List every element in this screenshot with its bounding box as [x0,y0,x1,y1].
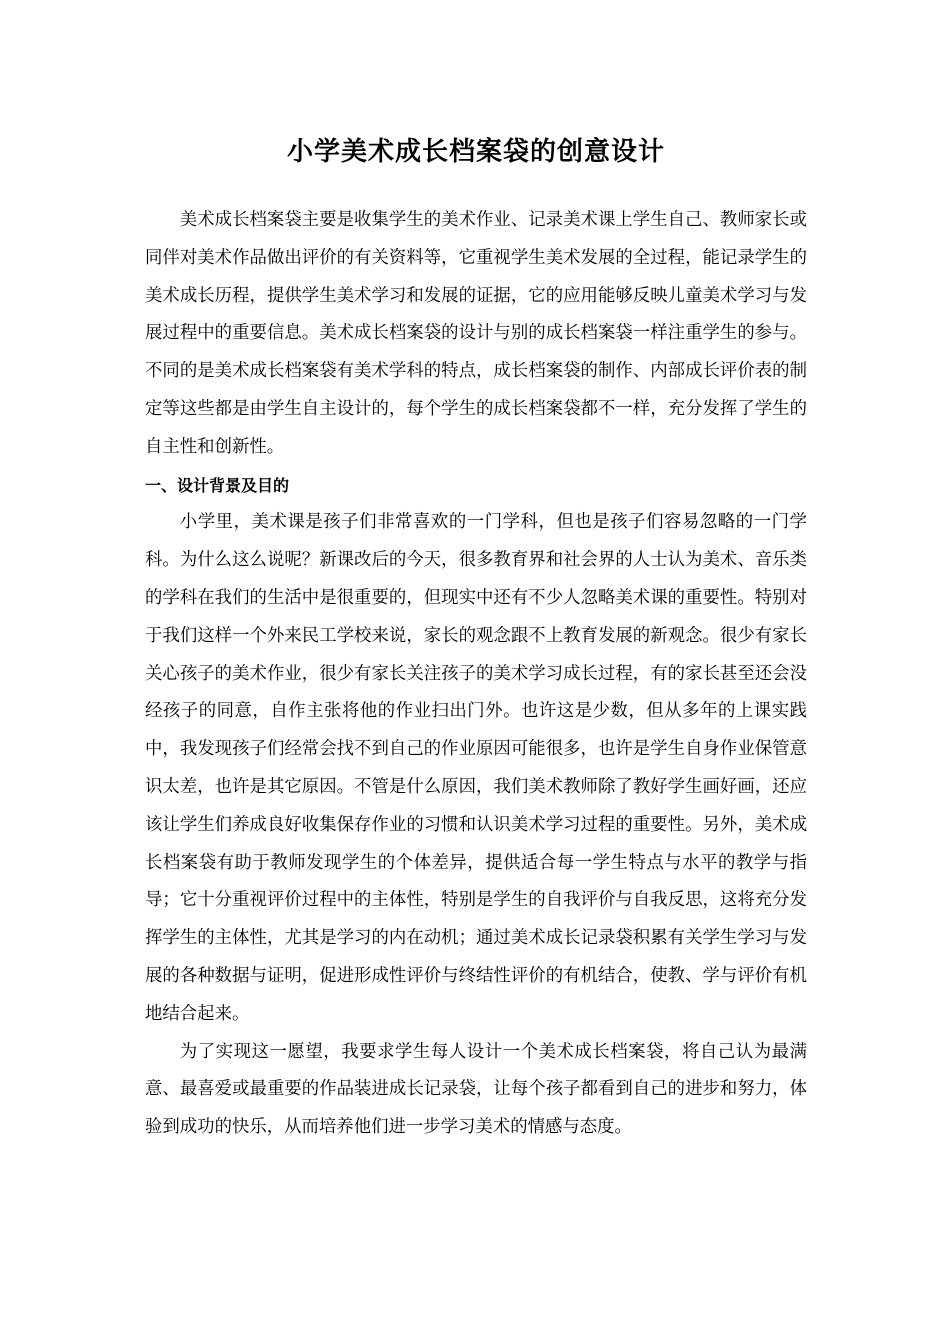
document-body [145,132,807,1147]
section-heading: 一、设计背景及目的 [145,475,290,495]
intro-paragraph: 美术成长档案袋主要是收集学生的美术作业、记录美术课上学生自己、教师家长或同伴对美术作品做出评价的有关资料等，它重视学生美术发展的全过程，能记录学生的美术成长历程，提供学生美术学习和发展的证据，它的应用能够反映儿童美术学习与发展过程中的重要信息。美术成长档案袋的设计与别的成长档案袋一样注重学生的参与。不同的是美术成长档案袋有美术学科的特点，成长档案袋的制作、内部成长评价表的制定等这些都是由学生自主设计的，每个学生的成长档案袋都不一样，充分发挥了学生的自主性和创新性。 [145,210,807,457]
section-paragraph-1: 小学里，美术课是孩子们非常喜欢的一门学科，但也是孩子们容易忽略的一门学科。为什么这么说呢？新课改后的今天，很多教育界和社会界的人士认为美术、音乐类的学科在我们的生活中是很重要的，但现实中还有不少人忽略美术课的重要性。特别对于我们这样一个外来民工学校来说，家长的观念跟不上教育发展的新观念。很少有家长关心孩子的美术作业，很少有家长关注孩子的美术学习成长过程，有的家长甚至还会没经孩子的同意，自作主张将他的作业扫出门外。也许这是少数，但从多年的上课实践中，我发现孩子们经常会找不到自己的作业原因可能很多，也许是学生自身作业保管意识太差，也许是其它原因。不管是什么原因，我们美术教师除了教好学生画好画，还应该让学生们养成良好收集保存作业的习惯和认识美术学习过程的重要性。另外，美术成长档案袋有助于教师发现学生的个体差异，提供适合每一学生特点与水平的教学与指导；它十分重视评价过程中的主体性，特别是学生的自我评价与自我反思，这将充分发挥学生的主体性，尤其是学习的内在动机；通过美术成长记录袋积累有关学生学习与发展的各种数据与证明，促进形成性评价与终结性评价的有机结合，使教、学与评价有机地结合起来。 [145,512,807,1024]
section-paragraph-2: 为了实现这一愿望，我要求学生每人设计一个美术成长档案袋，将自己认为最满意、最喜爱或最重要的作品装进成长记录袋，让每个孩子都看到自己的进步和努力，体验到成功的快乐，从而培养他们进一步学习美术的情感与态度。 [145,1041,807,1138]
document-title: 小学美术成长档案袋的创意设计 [286,137,665,167]
